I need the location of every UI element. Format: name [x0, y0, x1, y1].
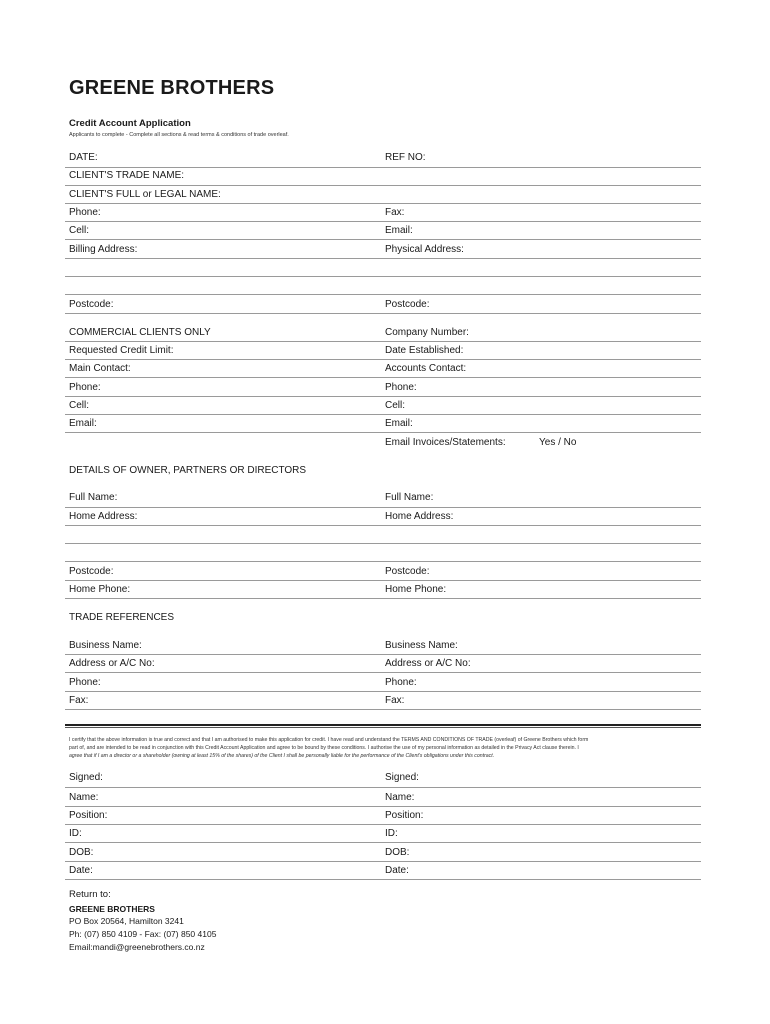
- commercial-phone-left-label: Phone:: [69, 382, 101, 393]
- company-number-label: Company Number:: [385, 327, 469, 338]
- owner-postcode-left-label: Postcode:: [69, 566, 114, 577]
- address-line-3[interactable]: [65, 294, 701, 295]
- phone-label: Phone:: [69, 207, 101, 218]
- address-line-2[interactable]: [65, 276, 701, 277]
- owner-home-address-left-label: Home Address:: [69, 511, 138, 522]
- billing-address-label: Billing Address:: [69, 244, 138, 255]
- reference-business-left-label: Business Name:: [69, 640, 142, 651]
- email-invoices-label: Email Invoices/Statements:: [385, 437, 506, 448]
- commercial-email-line[interactable]: [65, 432, 701, 433]
- form-title: Credit Account Application: [69, 118, 191, 129]
- email-label: Email:: [385, 225, 413, 236]
- ref-no-label: REF NO:: [385, 152, 426, 163]
- commercial-heading: COMMERCIAL CLIENTS ONLY: [69, 327, 211, 338]
- owner-address-line-3[interactable]: [65, 561, 701, 562]
- sig-dob-line[interactable]: [65, 861, 701, 862]
- owner-full-name-left-label: Full Name:: [69, 492, 118, 503]
- commercial-cell-right-label: Cell:: [385, 400, 406, 411]
- owner-home-phone-left-label: Home Phone:: [69, 584, 131, 595]
- company-number-line[interactable]: [65, 341, 701, 342]
- owner-home-phone-right-label: Home Phone:: [385, 584, 447, 595]
- form-instructions: Applicants to complete - Complete all sections & read terms & conditions of trade overleaf.: [69, 132, 289, 138]
- certification-line-3: agree that if I am a director or a shareholder (owning at least 15% of the shares) of the Client I shall be personally liable for the performance of the Client's obligations under this contract.: [69, 753, 495, 759]
- postcode-right-label: Postcode:: [385, 299, 430, 310]
- full-name-label: CLIENT'S FULL or LEGAL NAME:: [69, 189, 221, 200]
- return-phone-fax: Ph: (07) 850 4109 - Fax: (07) 850 4105: [69, 929, 217, 939]
- reference-address-left-label: Address or A/C No:: [69, 658, 155, 669]
- main-contact-label: Main Contact:: [69, 363, 131, 374]
- reference-phone-right-label: Phone:: [385, 677, 417, 688]
- date-line[interactable]: [65, 167, 701, 168]
- commercial-cell-left-label: Cell:: [69, 400, 90, 411]
- sig-position-left-label: Position:: [69, 810, 108, 821]
- phone-line[interactable]: [65, 221, 701, 222]
- reference-fax-left-label: Fax:: [69, 695, 89, 706]
- commercial-cell-line[interactable]: [65, 414, 701, 415]
- owner-address-line-2[interactable]: [65, 543, 701, 544]
- sig-name-left-label: Name:: [69, 792, 99, 803]
- postcode-left-label: Postcode:: [69, 299, 114, 310]
- physical-address-label: Physical Address:: [385, 244, 464, 255]
- sig-dob-right-label: DOB:: [385, 847, 410, 858]
- owner-home-phone-line[interactable]: [65, 598, 701, 599]
- certification-line-2: part of, and are intended to be read in conjunction with this Credit Account Application and agree to be bound by these conditions. I authorise the use of my personal information as detailed in the Privacy Act clause therein. I: [69, 745, 579, 751]
- owner-full-name-right-label: Full Name:: [385, 492, 434, 503]
- reference-address-line[interactable]: [65, 672, 701, 673]
- sig-name-line[interactable]: [65, 806, 701, 807]
- reference-business-right-label: Business Name:: [385, 640, 458, 651]
- cell-line[interactable]: [65, 239, 701, 240]
- trade-name-label: CLIENT'S TRADE NAME:: [69, 170, 185, 181]
- accounts-contact-label: Accounts Contact:: [385, 363, 467, 374]
- sig-id-line[interactable]: [65, 842, 701, 843]
- date-label: DATE:: [69, 152, 98, 163]
- section-divider-thin: [65, 727, 701, 728]
- commercial-phone-line[interactable]: [65, 396, 701, 397]
- contact-line[interactable]: [65, 377, 701, 378]
- signed-left-label: Signed:: [69, 772, 103, 783]
- owner-postcode-right-label: Postcode:: [385, 566, 430, 577]
- credit-limit-label: Requested Credit Limit:: [69, 345, 174, 356]
- references-heading: TRADE REFERENCES: [69, 612, 175, 623]
- section-divider: [65, 724, 701, 726]
- address-line-1[interactable]: [65, 258, 701, 259]
- company-title: GREENE BROTHERS: [69, 77, 275, 99]
- sig-dob-left-label: DOB:: [69, 847, 94, 858]
- return-email: Email:mandi@greenebrothers.co.nz: [69, 942, 205, 952]
- reference-fax-right-label: Fax:: [385, 695, 405, 706]
- credit-limit-line[interactable]: [65, 359, 701, 360]
- email-invoices-yes-no[interactable]: Yes / No: [539, 437, 577, 448]
- date-established-label: Date Established:: [385, 345, 464, 356]
- signed-right-label: Signed:: [385, 772, 419, 783]
- owners-heading: DETAILS OF OWNER, PARTNERS OR DIRECTORS: [69, 465, 307, 476]
- owner-address-line-1[interactable]: [65, 525, 701, 526]
- sig-position-right-label: Position:: [385, 810, 424, 821]
- reference-phone-left-label: Phone:: [69, 677, 101, 688]
- commercial-email-left-label: Email:: [69, 418, 97, 429]
- sig-date-line[interactable]: [65, 879, 701, 880]
- return-address: PO Box 20564, Hamilton 3241: [69, 916, 184, 926]
- commercial-email-right-label: Email:: [385, 418, 413, 429]
- owner-home-address-right-label: Home Address:: [385, 511, 454, 522]
- reference-address-right-label: Address or A/C No:: [385, 658, 471, 669]
- sig-date-left-label: Date:: [69, 865, 93, 876]
- reference-fax-line[interactable]: [65, 709, 701, 710]
- return-company: GREENE BROTHERS: [69, 904, 155, 914]
- reference-business-line[interactable]: [65, 654, 701, 655]
- sig-date-right-label: Date:: [385, 865, 409, 876]
- trade-name-line[interactable]: [65, 185, 701, 186]
- reference-phone-line[interactable]: [65, 691, 701, 692]
- full-name-line[interactable]: [65, 203, 701, 204]
- sig-id-left-label: ID:: [69, 828, 82, 839]
- signed-line[interactable]: [65, 787, 701, 788]
- sig-position-line[interactable]: [65, 824, 701, 825]
- return-to-label: Return to:: [69, 889, 111, 900]
- certification-line-1: I certify that the above information is true and correct and that I am authorised to make this application for credit. I have read and understand the TERMS AND CONDITIONS OF TRADE (overleaf) of Greene Brothers which form: [69, 737, 589, 743]
- sig-name-right-label: Name:: [385, 792, 415, 803]
- owner-postcode-line[interactable]: [65, 580, 701, 581]
- postcode-line[interactable]: [65, 313, 701, 314]
- fax-label: Fax:: [385, 207, 405, 218]
- owner-full-name-line[interactable]: [65, 507, 701, 508]
- sig-id-right-label: ID:: [385, 828, 398, 839]
- cell-label: Cell:: [69, 225, 90, 236]
- commercial-phone-right-label: Phone:: [385, 382, 417, 393]
